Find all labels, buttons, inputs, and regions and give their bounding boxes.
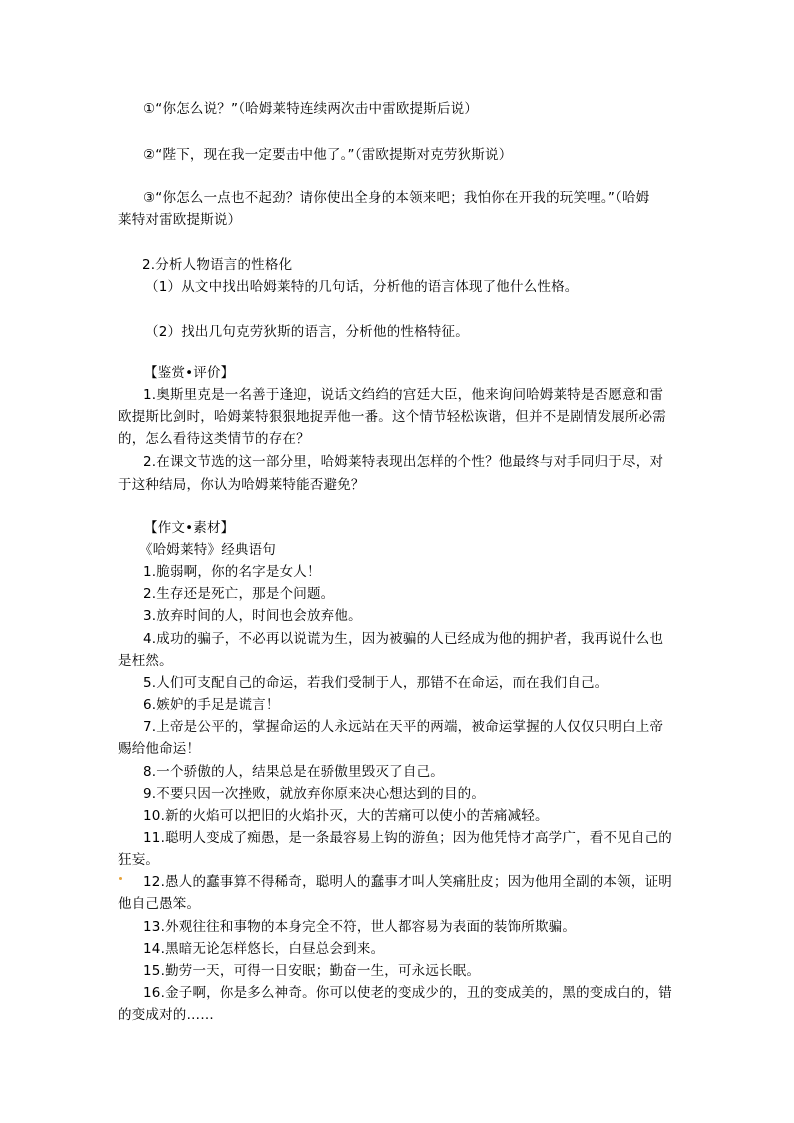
appreciation-p2-line-1: 2.在课文节选的这一部分里，哈姆莱特表现出怎样的个性？他最终与对手同归于尽，对: [143, 454, 664, 470]
analysis-heading: 2.分析人物语言的性格化: [142, 257, 293, 273]
question-2: ②“陛下，现在我一定要击中他了。”（雷欧提斯对克劳狄斯说）: [143, 147, 513, 163]
question-3-line-2: 莱特对雷欧提斯说）: [118, 212, 242, 228]
quote-12-line-2: 他自己愚笨。: [118, 896, 201, 912]
writing-subheading: 《哈姆莱特》经典语句: [139, 542, 276, 558]
quote-9: 9.不要只因一次挫败，就放弃你原来决心想达到的目的。: [143, 786, 486, 802]
quote-8: 8.一个骄傲的人，结果总是在骄傲里毁灭了自己。: [143, 764, 444, 780]
writing-heading: 【作文•素材】: [144, 520, 235, 536]
quote-3: 3.放弃时间的人，时间也会放弃他。: [143, 608, 362, 624]
question-3-line-1: ③“你怎么一点也不起劲？请你使出全身的本领来吧；我怕你在开我的玩笑哩。”（哈姆: [143, 190, 650, 206]
quote-1: 1.脆弱啊，你的名字是女人！: [143, 564, 321, 580]
quote-7-line-1: 7.上帝是公平的，掌握命运的人永远站在天平的两端，被命运掌握的人仅仅只明白上帝: [143, 719, 664, 735]
quote-2: 2.生存还是死亡，那是个问题。: [143, 586, 335, 602]
quote-13: 13.外观往往和事物的本身完全不符，世人都容易为表面的装饰所欺骗。: [143, 919, 577, 935]
quote-4-line-2: 是枉然。: [118, 653, 173, 669]
quote-12-line-1: 12.愚人的蠢事算不得稀奇，聪明人的蠢事才叫人笑痛肚皮；因为他用全副的本领，证明: [143, 874, 672, 890]
analysis-item-2: （2）找出几句克劳狄斯的语言，分析他的性格特征。: [145, 324, 469, 340]
quote-6: 6.嫉妒的手足是谎言！: [143, 697, 280, 713]
appreciation-p1-line-1: 1.奥斯里克是一名善于逢迎，说话文绉绉的宫廷大臣，他来询问哈姆莱特是否愿意和雷: [143, 387, 664, 403]
quote-7-line-2: 赐给他命运！: [118, 741, 201, 757]
quote-16-line-2: 的变成对的……: [118, 1007, 214, 1023]
appreciation-heading: 【鉴赏•评价】: [144, 365, 235, 381]
question-1: ①“你怎么说？”（哈姆莱特连续两次击中雷欧提斯后说）: [143, 101, 479, 117]
quote-15: 15.勤劳一天，可得一日安眠；勤奋一生，可永远长眠。: [143, 963, 481, 979]
quote-4-line-1: 4.成功的骗子，不必再以说谎为生，因为被骗的人已经成为他的拥护者，我再说什么也: [143, 631, 664, 647]
quote-10: 10.新的火焰可以把旧的火焰扑灭，大的苦痛可以使小的苦痛减轻。: [143, 808, 549, 824]
quote-11-line-1: 11.聪明人变成了痴愚，是一条最容易上钩的游鱼；因为他凭恃才高学广，看不见自己的: [143, 830, 672, 846]
appreciation-p1-line-3: 的，怎么看待这类情节的存在？: [118, 431, 310, 447]
appreciation-p1-line-2: 欧提斯比剑时，哈姆莱特狠狠地捉弄他一番。这个情节轻松诙谐，但并不是剧情发展所必需: [118, 409, 666, 425]
stray-dot-mark: [119, 877, 122, 880]
analysis-item-1: （1）从文中找出哈姆莱特的几句话，分析他的语言体现了他什么性格。: [145, 279, 579, 295]
quote-11-line-2: 狂妄。: [118, 852, 160, 868]
quote-16-line-1: 16.金子啊，你是多么神奇。你可以使老的变成少的，丑的变成美的，黑的变成白的，错: [143, 985, 672, 1001]
appreciation-p2-line-2: 于这种结局，你认为哈姆莱特能否避免？: [118, 477, 365, 493]
quote-5: 5.人们可支配自己的命运，若我们受制于人，那错不在命运，而在我们自己。: [143, 675, 609, 691]
quote-14: 14.黑暗无论怎样悠长，白昼总会到来。: [143, 941, 385, 957]
